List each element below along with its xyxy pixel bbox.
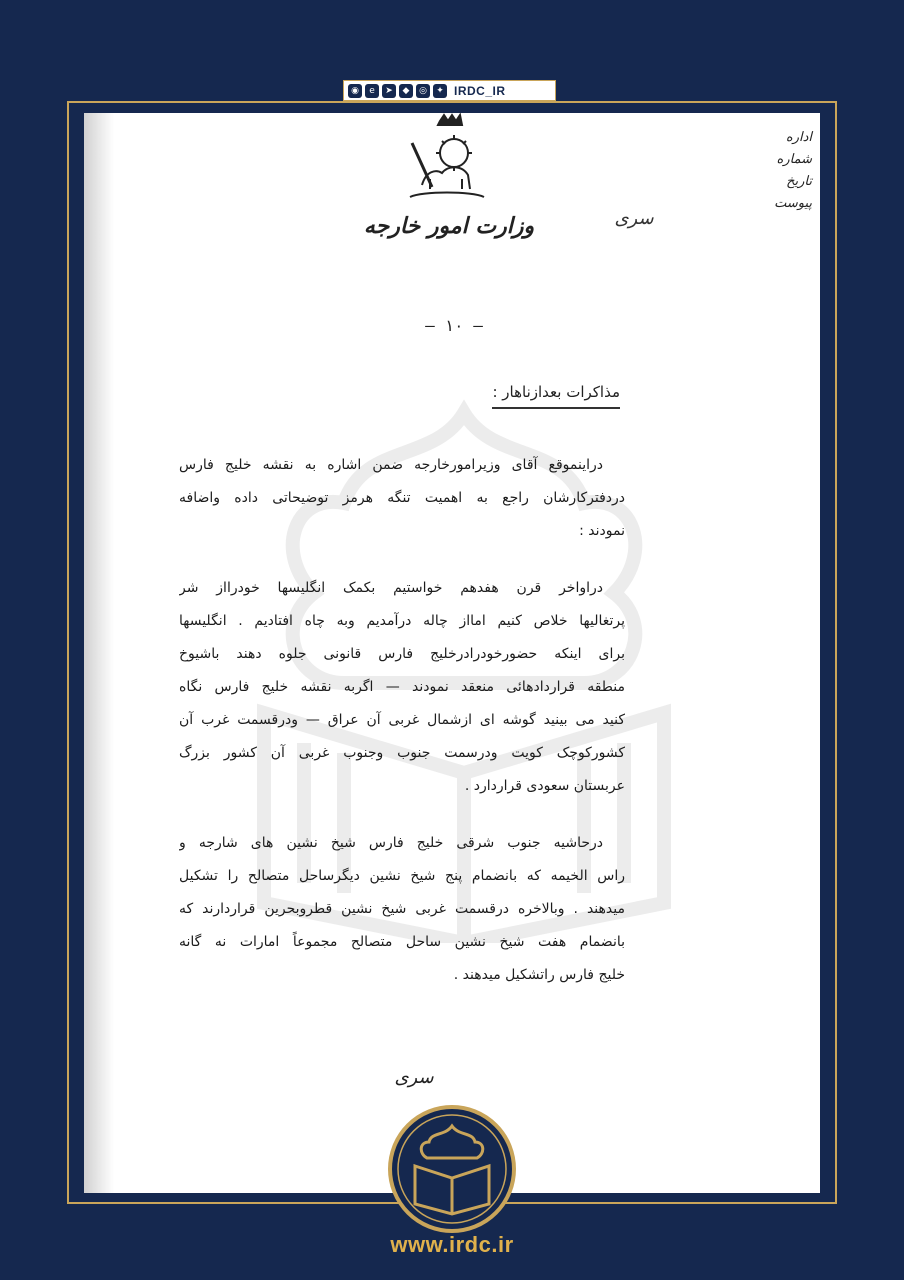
lion-and-sun-emblem-icon [402,113,492,203]
irdc-seal-logo-icon[interactable] [387,1104,517,1234]
label-office: اداره [785,130,812,145]
text-line: بانضمام هفت شیخ نشین ساحل متصالح مجموعاً امارات نه گانه [179,934,625,950]
paragraph-1 [179,449,625,548]
telegram-icon[interactable]: ➤ [382,84,396,98]
rubika-icon[interactable]: ◆ [399,84,413,98]
scan-shadow [84,113,114,1193]
label-date: تاریخ [786,174,812,189]
text-line: میدهند . وبالاخره درقسمت غربی شیخ نشین قطروبحرین قراردارند که [179,901,625,917]
text-line: کشورکوچک کویت ودرسمت جنوب وجنوب غربی آن کشور بزرگ [179,745,625,761]
website-link[interactable]: www.irdc.ir [390,1232,514,1257]
body-text [179,449,625,992]
eitaa-icon[interactable]: e [365,84,379,98]
ministry-title: وزارت امور خارجه [363,213,535,239]
text-line: دردفترکارشان راجع به اهمیت تنگه هرمز توضیحاتی داده واضافه [179,490,625,506]
document-page [84,113,820,1193]
text-line: منطقه قراردادهائی منعقد نمودند — اگربه نقشه خلیج فارس نگاه [179,679,625,695]
label-attachment: پیوست [774,196,812,211]
social-handle[interactable]: IRDC_IR [454,83,506,98]
label-number: شماره [776,152,812,167]
side-labels [754,127,812,215]
text-line: کنید می بینید گوشه ای ازشمال غربی آن عراق — ودرقسمت غرب آن [179,712,625,728]
section-heading: مذاکرات بعدازناهار : [492,383,620,409]
text-line: دراواخر قرن هفدهم خواستیم بکمک انگلیسها خودرااز شر [179,580,603,596]
paragraph-3 [179,827,625,992]
text-line: عربستان سعودی قراردارد . [464,778,625,794]
aparat-icon[interactable]: ◉ [348,84,362,98]
instagram-icon[interactable]: ◎ [416,84,430,98]
classification-bottom: سری [394,1067,434,1088]
text-line: برای اینکه حضورخودرادرخلیج فارس قانونی جلوه دهند باشیوخ [179,646,625,662]
paragraph-2 [179,572,625,803]
text-line: درحاشیه جنوب شرقی خلیج فارس شیخ نشین های شارجه و [179,835,603,851]
classification-top: سری [614,208,654,229]
text-line: راس الخیمه که بانضمام پنج شیخ نشین دیگرساحل متصالح را تشکیل [179,868,625,884]
text-line: خلیج فارس راتشکیل میدهند . [453,967,625,983]
social-bar [343,80,556,101]
twitter-icon[interactable]: ✦ [433,84,447,98]
text-line: پرتغالیها خلاص کنیم امااز چاله درآمدیم وبه چاه افتادیم . انگلیسها [179,613,625,629]
page-number: – ۱۰ – [425,316,483,335]
text-line: نمودند : [579,523,625,539]
text-line: دراینموقع آقای وزیرامورخارجه ضمن اشاره به نقشه خلیج فارس [179,457,603,473]
